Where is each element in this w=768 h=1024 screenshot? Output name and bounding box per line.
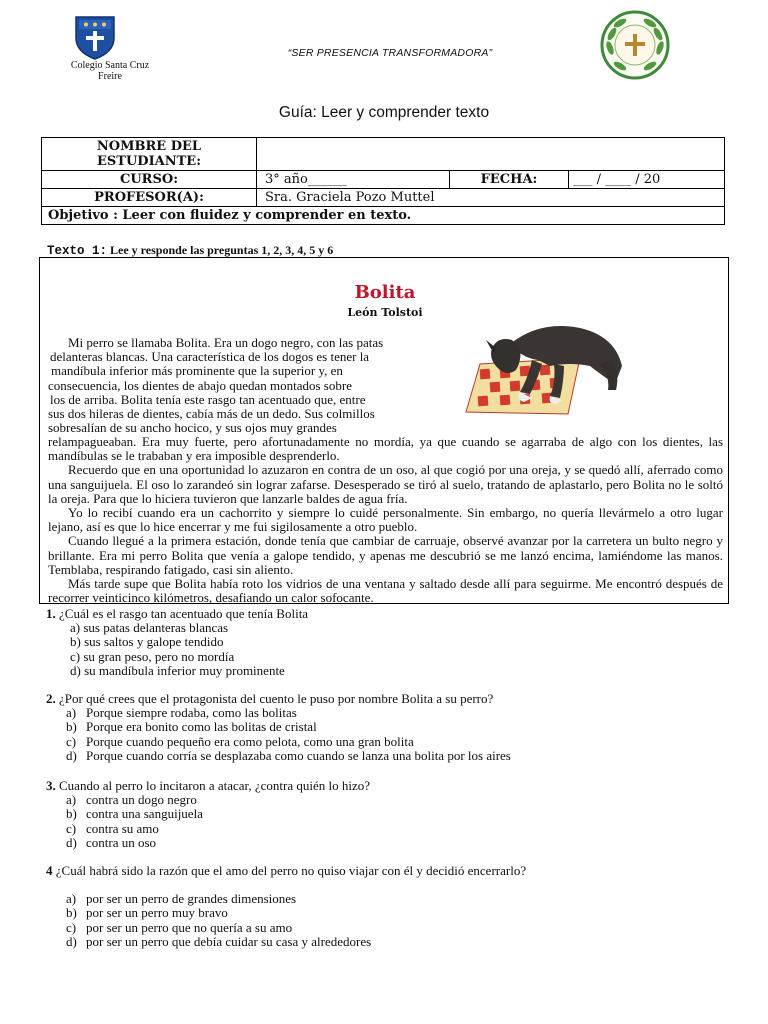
option-d[interactable] [46,836,726,850]
text1-label: Texto 1: [47,244,108,258]
option-text: sus patas delanteras blancas [83,620,229,636]
option-letter: d) [66,747,77,763]
option-letter: a) [66,891,77,907]
story-author: León Tolstoi [347,306,423,319]
story-line: delanteras blancas. Una característica de los dogos es tener la [50,349,370,365]
question-number: 4 [46,863,53,878]
school-name-line2: Freire [98,71,122,82]
story-paragraph-2: Recuerdo que en una oportunidad lo azuzaron en contra de un oso, al que cogió por una oreja, y se quedó allí, aferrado como una sanguijuela. El oso lo zarandeó sin lograr zafarse. Desesperado se tiró al suelo, tratando de aplastarlo, pero Bolita no le soltó la oreja. Para que lo hiciera tuvieron que lanzarle baldes de agua fría. [48,462,723,506]
option-text: su mandíbula inferior muy prominente [84,662,285,678]
option-letter: d) [66,834,77,850]
option-letter: a) [66,705,77,721]
question-4 [46,864,726,949]
question-1-text [46,607,726,621]
option-text: sus saltos y galope tendido [84,634,224,650]
option-letter: c) [66,733,77,749]
question-prompt: Cuando al perro lo incitaron a atacar, ¿contra quién lo hizo? [59,778,370,793]
course-field[interactable]: 3° año______ [257,171,450,189]
guide-title: Guía: Leer y comprender texto [278,104,490,121]
text1-heading [47,243,747,258]
option-b[interactable] [46,635,726,649]
school-logo [58,14,162,94]
option-a[interactable] [46,706,726,720]
option-letter: d) [66,933,77,949]
story-paragraph-3: Yo lo recibí cuando era un cachorrito y siempre lo cuidé personalmente. Sin embargo, no quería llevármelo a otro lugar lejano, así es que lo hice encerrar y me fui sigilosamente a otro pueblo. [48,505,723,535]
objective-row: Objetivo : Leer con fluidez y comprender en texto. [42,207,725,225]
option-b[interactable] [46,807,726,821]
option-text: Porque cuando pequeño era como pelota, como una gran bolita [86,733,414,749]
option-d[interactable] [46,664,726,678]
date-field[interactable]: ___ / ____ / 20 [569,171,725,189]
question-number: 1. [46,606,56,621]
course-label: CURSO: [42,171,257,189]
text1-instruction: Lee y responde las preguntas 1, 2, 3, 4, 5 y 6 [110,243,334,257]
story-line: mandíbula inferior más prominente que la superior y, en [51,363,343,379]
question-4-text [46,864,726,878]
question-number: 3. [46,778,56,793]
teacher-field: Sra. Graciela Pozo Muttel [257,189,725,207]
option-letter: c) [66,820,77,836]
option-d[interactable] [46,749,726,763]
question-3-text [46,779,726,793]
option-text: Porque era bonito como las bolitas de cristal [86,719,317,735]
option-text: por ser un perro que no quería a su amo [86,919,293,935]
story-line: sobresalían de su ancho hocico, y sus ojos muy grandes [48,420,337,436]
option-d[interactable] [46,935,726,949]
option-text: Porque cuando corría se desplazaba como cuando se lanza una bolita por los aires [86,747,511,763]
story-title: Bolita [354,282,416,303]
option-a[interactable] [46,892,726,906]
student-info-table [41,137,725,225]
teacher-label: PROFESOR(A): [42,189,257,207]
date-label: FECHA: [450,171,569,189]
school-shield-icon [72,14,118,60]
option-text: contra un oso [86,834,157,850]
question-prompt: ¿Cuál habrá sido la razón que el amo del perro no quiso viajar con él y decidió encerrarlo? [55,863,527,878]
option-a[interactable] [46,793,726,807]
story-paragraph-4: Cuando llegué a la primera estación, donde tenía que cambiar de carruaje, observé avanzar por la carretera un bulto negro y brillante. Era mi perro Bolita que venía a galope tendido, y apenas me descubrió se me lanzó encima, lamiéndome las manos. Temblaba, respirando fatigado, casi sin aliento. [48,533,723,577]
option-text: por ser un perro de grandes dimensiones [86,891,297,907]
question-1 [46,607,726,678]
laurel-cross-icon [598,8,672,82]
option-a[interactable] [46,621,726,635]
question-prompt: ¿Cuál es el rasgo tan acentuado que tenía Bolita [59,606,309,621]
option-text: por ser un perro que debía cuidar su casa y alrededores [86,933,372,949]
story-line: los de arriba. Bolita tenía este rasgo tan acentuado que, entre [50,391,366,407]
student-name-label: NOMBRE DEL ESTUDIANTE: [42,138,257,171]
story-paragraph-5: Más tarde supe que Bolita había roto los vidrios de una ventana y saltado desde allí para seguirme. Me encontró después de recorrer veinticinco kilómetros, desafiando un calor sofocante. [48,576,723,606]
story-paragraph-1-start [48,336,428,435]
school-name [58,60,162,82]
option-b[interactable] [46,906,726,920]
option-b[interactable] [46,720,726,734]
option-text: Porque siempre rodaba, como las bolitas [86,705,297,721]
option-letter: a) [66,792,77,808]
option-c[interactable] [46,822,726,836]
story-line: consecuencia, los dientes de abajo quedan montados sobre [48,377,352,393]
story-line: sus dos hileras de dientes, cabía más de un dedo. Sus colmillos [48,406,375,422]
option-c[interactable] [46,650,726,664]
option-letter: c) [66,919,77,935]
story-paragraph-1-end: relampagueaban. Era muy fuerte, pero afortunadamente no mordía, ya que cuando se agarraba de algo con los dientes, las mandíbulas se le trababan y era imposible desprenderlo. [48,434,723,464]
option-letter: a) [70,620,81,636]
option-letter: b) [66,806,77,822]
question-2 [46,692,726,763]
option-letter: d) [70,662,81,678]
option-text: contra su amo [86,820,159,836]
option-c[interactable] [46,921,726,935]
school-name-line1: Colegio Santa Cruz [70,60,150,71]
option-letter: b) [70,634,81,650]
story-body [48,435,723,605]
question-2-text [46,692,726,706]
option-text: por ser un perro muy bravo [86,905,228,921]
option-text: contra una sanguijuela [86,806,203,822]
school-motto: “SER PRESENCIA TRANSFORMADORA” [287,47,493,59]
question-3 [46,779,726,850]
option-text: contra un dogo negro [86,792,197,808]
question-number: 2. [46,691,56,706]
student-name-field[interactable] [257,138,725,171]
option-c[interactable] [46,735,726,749]
option-letter: c) [70,648,81,664]
option-letter: b) [66,905,77,921]
story-line: Mi perro se llamaba Bolita. Era un dogo negro, con las patas [68,335,384,350]
story-box [39,257,729,604]
dog-illustration [450,314,630,418]
option-letter: b) [66,719,77,735]
question-prompt: ¿Por qué crees que el protagonista del cuento le puso por nombre Bolita a su perro? [59,691,494,706]
option-text: su gran peso, pero no mordía [83,648,235,664]
